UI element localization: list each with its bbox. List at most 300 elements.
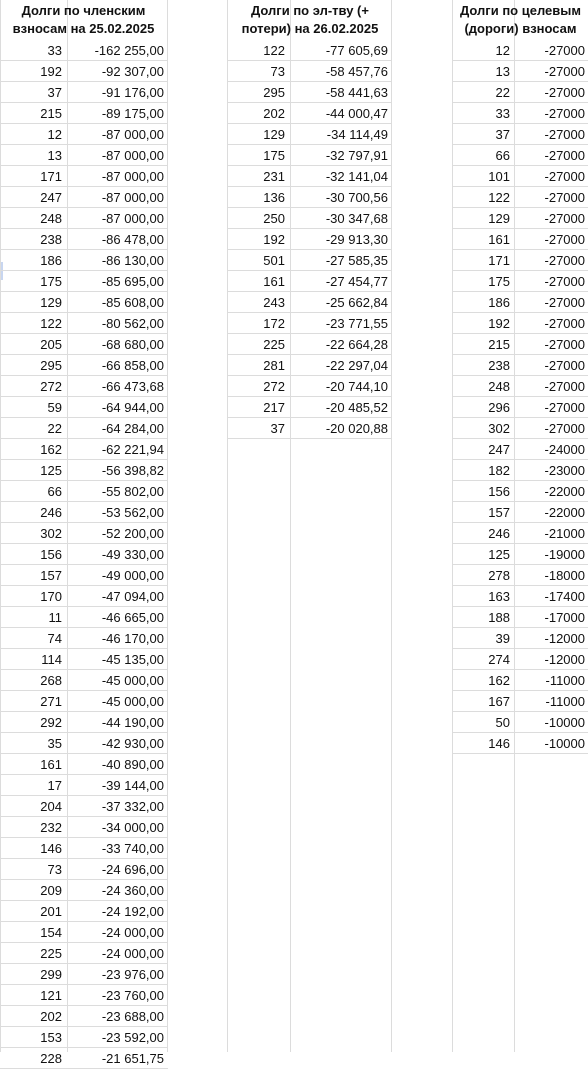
plot-number-cell[interactable]: 274 bbox=[488, 652, 510, 667]
debt-amount-cell[interactable]: -52 200,00 bbox=[101, 526, 164, 541]
debt-amount-cell[interactable]: -162 255,00 bbox=[94, 43, 164, 58]
plot-number-cell[interactable]: 268 bbox=[40, 673, 62, 688]
table-row bbox=[0, 649, 168, 670]
plot-number-cell[interactable]: 296 bbox=[488, 400, 510, 415]
plot-number-cell[interactable]: 299 bbox=[40, 967, 62, 982]
plot-number-cell[interactable]: 192 bbox=[40, 64, 62, 79]
plot-number-cell[interactable]: 154 bbox=[40, 925, 62, 940]
table-row bbox=[0, 523, 168, 544]
debt-amount-cell[interactable]: -34 000,00 bbox=[101, 820, 164, 835]
debt-amount-cell[interactable]: -40 890,00 bbox=[101, 757, 164, 772]
debt-amount-cell[interactable]: -22000 bbox=[544, 484, 585, 499]
debt-amount-cell[interactable]: -22000 bbox=[544, 505, 585, 520]
debt-amount-cell[interactable]: -11000 bbox=[545, 694, 585, 709]
debt-amount-cell[interactable]: -17000 bbox=[544, 610, 585, 625]
table-row bbox=[0, 586, 168, 607]
table-row bbox=[228, 229, 392, 250]
table-row bbox=[453, 271, 588, 292]
debt-amount-cell[interactable]: -64 284,00 bbox=[101, 421, 164, 436]
debt-amount-cell[interactable]: -27000 bbox=[544, 316, 585, 331]
table-row bbox=[0, 481, 168, 502]
table-row bbox=[0, 607, 168, 628]
debt-amount-cell[interactable]: -58 457,76 bbox=[325, 64, 388, 79]
debt-amount-cell[interactable]: -17400 bbox=[544, 589, 585, 604]
plot-number-cell[interactable]: 162 bbox=[40, 442, 62, 457]
debt-amount-cell[interactable]: -27000 bbox=[544, 253, 585, 268]
plot-number-cell[interactable]: 156 bbox=[488, 484, 510, 499]
debt-amount-cell[interactable]: -24 000,00 bbox=[101, 946, 164, 961]
debt-amount-cell[interactable]: -27 585,35 bbox=[325, 253, 388, 268]
debt-amount-cell[interactable]: -25 662,84 bbox=[325, 295, 388, 310]
debt-amount-cell[interactable]: -85 608,00 bbox=[101, 295, 164, 310]
table-row bbox=[453, 733, 588, 754]
debt-amount-cell[interactable]: -12000 bbox=[544, 631, 585, 646]
plot-number-cell[interactable]: 204 bbox=[40, 799, 62, 814]
plot-number-cell[interactable]: 66 bbox=[495, 148, 510, 163]
table-row bbox=[453, 250, 588, 271]
table-row bbox=[0, 502, 168, 523]
plot-number-cell[interactable]: 272 bbox=[263, 379, 285, 394]
table-row bbox=[228, 250, 392, 271]
table-row bbox=[453, 418, 588, 439]
plot-number-cell[interactable]: 202 bbox=[40, 1009, 62, 1024]
table-row bbox=[453, 124, 588, 145]
table-row bbox=[0, 964, 168, 985]
debt-amount-cell[interactable]: -45 000,00 bbox=[101, 673, 164, 688]
table-row bbox=[0, 859, 168, 880]
plot-number-cell[interactable]: 157 bbox=[488, 505, 510, 520]
plot-number-cell[interactable]: 162 bbox=[488, 673, 510, 688]
plot-number-cell[interactable]: 125 bbox=[488, 547, 510, 562]
debt-amount-cell[interactable]: -45 135,00 bbox=[101, 652, 164, 667]
debt-amount-cell[interactable]: -68 680,00 bbox=[101, 337, 164, 352]
plot-number-cell[interactable]: 146 bbox=[488, 736, 510, 751]
debt-amount-cell[interactable]: -77 605,69 bbox=[325, 43, 388, 58]
plot-number-cell[interactable]: 114 bbox=[41, 652, 62, 667]
header-electricity-debts bbox=[228, 0, 392, 40]
plot-number-cell[interactable]: 501 bbox=[263, 253, 285, 268]
plot-number-cell[interactable]: 228 bbox=[40, 1051, 62, 1066]
plot-number-cell[interactable]: 129 bbox=[488, 211, 510, 226]
table-row bbox=[0, 1048, 168, 1069]
debt-amount-cell[interactable]: -89 175,00 bbox=[101, 106, 164, 121]
table-row bbox=[0, 61, 168, 82]
plot-number-cell[interactable]: 170 bbox=[40, 589, 62, 604]
debt-amount-cell[interactable]: -46 170,00 bbox=[101, 631, 164, 646]
plot-number-cell[interactable]: 122 bbox=[263, 43, 285, 58]
table-row bbox=[0, 439, 168, 460]
table-row bbox=[453, 481, 588, 502]
table-row bbox=[453, 292, 588, 313]
table-row bbox=[453, 712, 588, 733]
table-row bbox=[0, 1006, 168, 1027]
debt-amount-cell[interactable]: -24 192,00 bbox=[101, 904, 164, 919]
table-row bbox=[453, 565, 588, 586]
debt-amount-cell[interactable]: -30 700,56 bbox=[325, 190, 388, 205]
debt-amount-cell[interactable]: -11000 bbox=[545, 673, 585, 688]
debt-amount-cell[interactable]: -44 190,00 bbox=[101, 715, 164, 730]
header-line: потери) на 26.02.2025 bbox=[241, 21, 379, 36]
table-row bbox=[453, 670, 588, 691]
table-row bbox=[453, 145, 588, 166]
table-row bbox=[453, 544, 588, 565]
debt-amount-cell[interactable]: -32 797,91 bbox=[325, 148, 388, 163]
plot-number-cell[interactable]: 248 bbox=[40, 211, 62, 226]
plot-number-cell[interactable]: 74 bbox=[47, 631, 62, 646]
plot-number-cell[interactable]: 122 bbox=[40, 316, 62, 331]
plot-number-cell[interactable]: 217 bbox=[263, 400, 285, 415]
debt-amount-cell[interactable]: -29 913,30 bbox=[325, 232, 388, 247]
debt-amount-cell[interactable]: -27000 bbox=[544, 232, 585, 247]
plot-number-cell[interactable]: 129 bbox=[40, 295, 62, 310]
debt-amount-cell[interactable]: -27000 bbox=[544, 85, 585, 100]
debt-amount-cell[interactable]: -87 000,00 bbox=[101, 169, 164, 184]
plot-number-cell[interactable]: 171 bbox=[488, 253, 510, 268]
debt-amount-cell[interactable]: -49 000,00 bbox=[101, 568, 164, 583]
header-line: Долги по целевым bbox=[460, 3, 581, 18]
table-row bbox=[228, 124, 392, 145]
plot-number-cell[interactable]: 59 bbox=[47, 400, 62, 415]
debt-amount-cell[interactable]: -24 000,00 bbox=[101, 925, 164, 940]
plot-number-cell[interactable]: 215 bbox=[40, 106, 62, 121]
table-row bbox=[0, 208, 168, 229]
table-row bbox=[0, 733, 168, 754]
table-row bbox=[0, 187, 168, 208]
plot-number-cell[interactable]: 231 bbox=[263, 169, 285, 184]
debt-amount-cell[interactable]: -12000 bbox=[544, 652, 585, 667]
table-row bbox=[0, 943, 168, 964]
membership-dues-table bbox=[0, 40, 168, 1069]
debt-amount-cell[interactable]: -23 688,00 bbox=[101, 1009, 164, 1024]
plot-number-cell[interactable]: 163 bbox=[488, 589, 510, 604]
debt-amount-cell[interactable]: -91 176,00 bbox=[101, 85, 164, 100]
table-row bbox=[0, 628, 168, 649]
debt-amount-cell[interactable]: -27000 bbox=[544, 148, 585, 163]
plot-number-cell[interactable]: 278 bbox=[488, 568, 510, 583]
plot-number-cell[interactable]: 238 bbox=[40, 232, 62, 247]
plot-number-cell[interactable]: 122 bbox=[488, 190, 510, 205]
debt-amount-cell[interactable]: -87 000,00 bbox=[101, 148, 164, 163]
plot-number-cell[interactable]: 209 bbox=[40, 883, 62, 898]
table-row bbox=[0, 691, 168, 712]
plot-number-cell[interactable]: 171 bbox=[40, 169, 62, 184]
table-row bbox=[0, 775, 168, 796]
debt-amount-cell[interactable]: -80 562,00 bbox=[101, 316, 164, 331]
table-row bbox=[0, 460, 168, 481]
debt-amount-cell[interactable]: -27000 bbox=[544, 190, 585, 205]
table-row bbox=[0, 103, 168, 124]
table-row bbox=[0, 40, 168, 61]
debt-amount-cell[interactable]: -24 360,00 bbox=[101, 883, 164, 898]
debt-amount-cell[interactable]: -85 695,00 bbox=[101, 274, 164, 289]
debt-amount-cell[interactable]: -30 347,68 bbox=[325, 211, 388, 226]
debt-amount-cell[interactable]: -62 221,94 bbox=[101, 442, 164, 457]
table-row bbox=[453, 649, 588, 670]
plot-number-cell[interactable]: 66 bbox=[47, 484, 62, 499]
debt-amount-cell[interactable]: -20 744,10 bbox=[325, 379, 388, 394]
road-dues-table bbox=[453, 40, 588, 754]
debt-amount-cell[interactable]: -92 307,00 bbox=[101, 64, 164, 79]
table-row bbox=[453, 397, 588, 418]
debt-amount-cell[interactable]: -24000 bbox=[544, 442, 585, 457]
debt-amount-cell[interactable]: -56 398,82 bbox=[101, 463, 164, 478]
table-row bbox=[228, 418, 392, 439]
plot-number-cell[interactable]: 247 bbox=[488, 442, 510, 457]
plot-number-cell[interactable]: 136 bbox=[263, 190, 285, 205]
plot-number-cell[interactable]: 156 bbox=[40, 547, 62, 562]
table-row bbox=[453, 103, 588, 124]
debt-amount-cell[interactable]: -27000 bbox=[544, 400, 585, 415]
plot-number-cell[interactable]: 192 bbox=[263, 232, 285, 247]
plot-number-cell[interactable]: 292 bbox=[40, 715, 62, 730]
debt-amount-cell[interactable]: -27000 bbox=[544, 421, 585, 436]
debt-amount-cell[interactable]: -27000 bbox=[544, 127, 585, 142]
plot-number-cell[interactable]: 161 bbox=[488, 232, 510, 247]
debt-amount-cell[interactable]: -46 665,00 bbox=[101, 610, 164, 625]
table-row bbox=[0, 817, 168, 838]
plot-number-cell[interactable]: 225 bbox=[40, 946, 62, 961]
debt-amount-cell[interactable]: -66 473,68 bbox=[101, 379, 164, 394]
table-row bbox=[453, 40, 588, 61]
plot-number-cell[interactable]: 295 bbox=[263, 85, 285, 100]
header-road-dues bbox=[453, 0, 588, 40]
table-row bbox=[228, 187, 392, 208]
plot-number-cell[interactable]: 161 bbox=[40, 757, 62, 772]
debt-amount-cell[interactable]: -19000 bbox=[544, 547, 585, 562]
plot-number-cell[interactable]: 215 bbox=[488, 337, 510, 352]
debt-amount-cell[interactable]: -20 485,52 bbox=[325, 400, 388, 415]
plot-number-cell[interactable]: 182 bbox=[488, 463, 510, 478]
plot-number-cell[interactable]: 11 bbox=[48, 610, 62, 625]
plot-number-cell[interactable]: 175 bbox=[40, 274, 62, 289]
debt-amount-cell[interactable]: -53 562,00 bbox=[101, 505, 164, 520]
debt-amount-cell[interactable]: -45 000,00 bbox=[101, 694, 164, 709]
plot-number-cell[interactable]: 232 bbox=[40, 820, 62, 835]
table-row bbox=[0, 880, 168, 901]
table-row bbox=[453, 439, 588, 460]
table-row bbox=[228, 208, 392, 229]
debt-amount-cell[interactable]: -55 802,00 bbox=[101, 484, 164, 499]
plot-number-cell[interactable]: 73 bbox=[47, 862, 62, 877]
debt-amount-cell[interactable]: -33 740,00 bbox=[101, 841, 164, 856]
debt-amount-cell[interactable]: -23 771,55 bbox=[325, 316, 388, 331]
debt-amount-cell[interactable]: -27000 bbox=[544, 169, 585, 184]
table-row bbox=[0, 82, 168, 103]
debt-amount-cell[interactable]: -44 000,47 bbox=[325, 106, 388, 121]
debt-amount-cell[interactable]: -64 944,00 bbox=[101, 400, 164, 415]
debt-amount-cell[interactable]: -27 454,77 bbox=[325, 274, 388, 289]
plot-number-cell[interactable]: 272 bbox=[40, 379, 62, 394]
debt-amount-cell[interactable]: -27000 bbox=[544, 106, 585, 121]
table-row bbox=[453, 229, 588, 250]
table-row bbox=[0, 166, 168, 187]
plot-number-cell[interactable]: 22 bbox=[495, 85, 510, 100]
table-row bbox=[228, 82, 392, 103]
table-row bbox=[453, 355, 588, 376]
plot-number-cell[interactable]: 22 bbox=[47, 421, 62, 436]
debt-amount-cell[interactable]: -23 760,00 bbox=[101, 988, 164, 1003]
plot-number-cell[interactable]: 188 bbox=[488, 610, 510, 625]
table-row bbox=[453, 208, 588, 229]
plot-number-cell[interactable]: 238 bbox=[488, 358, 510, 373]
debt-amount-cell[interactable]: -27000 bbox=[544, 211, 585, 226]
plot-number-cell[interactable]: 186 bbox=[488, 295, 510, 310]
debt-amount-cell[interactable]: -10000 bbox=[544, 715, 585, 730]
debt-amount-cell[interactable]: -58 441,63 bbox=[325, 85, 388, 100]
table-row bbox=[453, 166, 588, 187]
plot-number-cell[interactable]: 302 bbox=[40, 526, 62, 541]
table-row bbox=[228, 397, 392, 418]
debt-amount-cell[interactable]: -23000 bbox=[544, 463, 585, 478]
plot-number-cell[interactable]: 13 bbox=[495, 64, 510, 79]
plot-number-cell[interactable]: 246 bbox=[40, 505, 62, 520]
table-row bbox=[228, 40, 392, 61]
table-row bbox=[0, 271, 168, 292]
debt-amount-cell[interactable]: -27000 bbox=[544, 358, 585, 373]
table-row bbox=[228, 271, 392, 292]
plot-number-cell[interactable]: 37 bbox=[495, 127, 510, 142]
table-row bbox=[0, 229, 168, 250]
table-row bbox=[453, 523, 588, 544]
plot-number-cell[interactable]: 17 bbox=[47, 778, 62, 793]
debt-amount-cell[interactable]: -27000 bbox=[544, 337, 585, 352]
table-row bbox=[228, 292, 392, 313]
plot-number-cell[interactable]: 35 bbox=[47, 736, 62, 751]
table-row bbox=[0, 1027, 168, 1048]
plot-number-cell[interactable]: 125 bbox=[40, 463, 62, 478]
header-line: Долги по эл-тву (+ bbox=[251, 3, 369, 18]
debt-amount-cell[interactable]: -10000 bbox=[544, 736, 585, 751]
plot-number-cell[interactable]: 302 bbox=[488, 421, 510, 436]
debt-amount-cell[interactable]: -87 000,00 bbox=[101, 190, 164, 205]
table-row bbox=[0, 544, 168, 565]
table-row bbox=[453, 82, 588, 103]
plot-number-cell[interactable]: 39 bbox=[495, 631, 510, 646]
debt-amount-cell[interactable]: -20 020,88 bbox=[325, 421, 388, 436]
plot-number-cell[interactable]: 167 bbox=[488, 694, 510, 709]
plot-number-cell[interactable]: 12 bbox=[495, 43, 510, 58]
table-row bbox=[0, 334, 168, 355]
debt-amount-cell[interactable]: -21000 bbox=[544, 526, 585, 541]
debt-amount-cell[interactable]: -47 094,00 bbox=[101, 589, 164, 604]
table-row bbox=[228, 313, 392, 334]
plot-number-cell[interactable]: 271 bbox=[40, 694, 62, 709]
table-row bbox=[0, 670, 168, 691]
table-row bbox=[453, 628, 588, 649]
debt-amount-cell[interactable]: -27000 bbox=[544, 274, 585, 289]
debt-amount-cell[interactable]: -27000 bbox=[544, 379, 585, 394]
plot-number-cell[interactable]: 13 bbox=[47, 148, 62, 163]
plot-number-cell[interactable]: 205 bbox=[40, 337, 62, 352]
debt-amount-cell[interactable]: -27000 bbox=[544, 43, 585, 58]
debt-amount-cell[interactable]: -87 000,00 bbox=[101, 127, 164, 142]
plot-number-cell[interactable]: 295 bbox=[40, 358, 62, 373]
table-row bbox=[453, 607, 588, 628]
header-membership-dues bbox=[0, 0, 167, 40]
debt-amount-cell[interactable]: -39 144,00 bbox=[101, 778, 164, 793]
table-row bbox=[453, 691, 588, 712]
plot-number-cell[interactable]: 246 bbox=[488, 526, 510, 541]
debt-amount-cell[interactable]: -49 330,00 bbox=[101, 547, 164, 562]
table-row bbox=[228, 145, 392, 166]
plot-number-cell[interactable]: 101 bbox=[488, 169, 510, 184]
plot-number-cell[interactable]: 121 bbox=[40, 988, 62, 1003]
debt-amount-cell[interactable]: -86 478,00 bbox=[101, 232, 164, 247]
table-row bbox=[0, 985, 168, 1006]
plot-number-cell[interactable]: 186 bbox=[40, 253, 62, 268]
plot-number-cell[interactable]: 146 bbox=[40, 841, 62, 856]
debt-amount-cell[interactable]: -34 114,49 bbox=[326, 127, 388, 142]
debt-amount-cell[interactable]: -42 930,00 bbox=[101, 736, 164, 751]
table-row bbox=[0, 922, 168, 943]
plot-number-cell[interactable]: 247 bbox=[40, 190, 62, 205]
plot-number-cell[interactable]: 161 bbox=[263, 274, 285, 289]
plot-number-cell[interactable]: 157 bbox=[40, 568, 62, 583]
table-row bbox=[228, 355, 392, 376]
table-row bbox=[453, 313, 588, 334]
debt-amount-cell[interactable]: -22 664,28 bbox=[325, 337, 388, 352]
plot-number-cell[interactable]: 37 bbox=[47, 85, 62, 100]
debt-amount-cell[interactable]: -23 976,00 bbox=[101, 967, 164, 982]
table-row bbox=[0, 250, 168, 271]
plot-number-cell[interactable]: 33 bbox=[495, 106, 510, 121]
header-line: (дороги) взносам bbox=[464, 21, 577, 36]
plot-number-cell[interactable]: 129 bbox=[263, 127, 285, 142]
debt-amount-cell[interactable]: -66 858,00 bbox=[101, 358, 164, 373]
plot-number-cell[interactable]: 73 bbox=[270, 64, 285, 79]
table-row bbox=[0, 397, 168, 418]
debt-amount-cell[interactable]: -87 000,00 bbox=[101, 211, 164, 226]
table-row bbox=[0, 355, 168, 376]
plot-number-cell[interactable]: 12 bbox=[47, 127, 62, 142]
debt-amount-cell[interactable]: -37 332,00 bbox=[101, 799, 164, 814]
debt-amount-cell[interactable]: -27000 bbox=[544, 64, 585, 79]
plot-number-cell[interactable]: 248 bbox=[488, 379, 510, 394]
debt-amount-cell[interactable]: -86 130,00 bbox=[101, 253, 164, 268]
debt-amount-cell[interactable]: -24 696,00 bbox=[101, 862, 164, 877]
plot-number-cell[interactable]: 250 bbox=[263, 211, 285, 226]
debt-amount-cell[interactable]: -18000 bbox=[544, 568, 585, 583]
header-line: Долги по членским bbox=[21, 3, 146, 18]
plot-number-cell[interactable]: 281 bbox=[263, 358, 285, 373]
plot-number-cell[interactable]: 175 bbox=[488, 274, 510, 289]
debt-amount-cell[interactable]: -27000 bbox=[544, 295, 585, 310]
plot-number-cell[interactable]: 225 bbox=[263, 337, 285, 352]
table-row bbox=[0, 376, 168, 397]
debt-amount-cell[interactable]: -21 651,75 bbox=[101, 1051, 164, 1066]
plot-number-cell[interactable]: 172 bbox=[263, 316, 285, 331]
plot-number-cell[interactable]: 37 bbox=[270, 421, 285, 436]
table-row bbox=[453, 586, 588, 607]
table-row bbox=[453, 376, 588, 397]
debt-amount-cell[interactable]: -23 592,00 bbox=[101, 1030, 164, 1045]
debt-amount-cell[interactable]: -22 297,04 bbox=[325, 358, 388, 373]
table-row bbox=[0, 838, 168, 859]
plot-number-cell[interactable]: 50 bbox=[495, 715, 510, 730]
table-row bbox=[0, 796, 168, 817]
plot-number-cell[interactable]: 175 bbox=[263, 148, 285, 163]
plot-number-cell[interactable]: 192 bbox=[488, 316, 510, 331]
table-row bbox=[228, 103, 392, 124]
debt-amount-cell[interactable]: -32 141,04 bbox=[325, 169, 388, 184]
table-row bbox=[0, 313, 168, 334]
plot-number-cell[interactable]: 33 bbox=[47, 43, 62, 58]
table-row bbox=[0, 712, 168, 733]
plot-number-cell[interactable]: 153 bbox=[40, 1030, 62, 1045]
plot-number-cell[interactable]: 201 bbox=[40, 904, 62, 919]
plot-number-cell[interactable]: 243 bbox=[263, 295, 285, 310]
plot-number-cell[interactable]: 202 bbox=[263, 106, 285, 121]
